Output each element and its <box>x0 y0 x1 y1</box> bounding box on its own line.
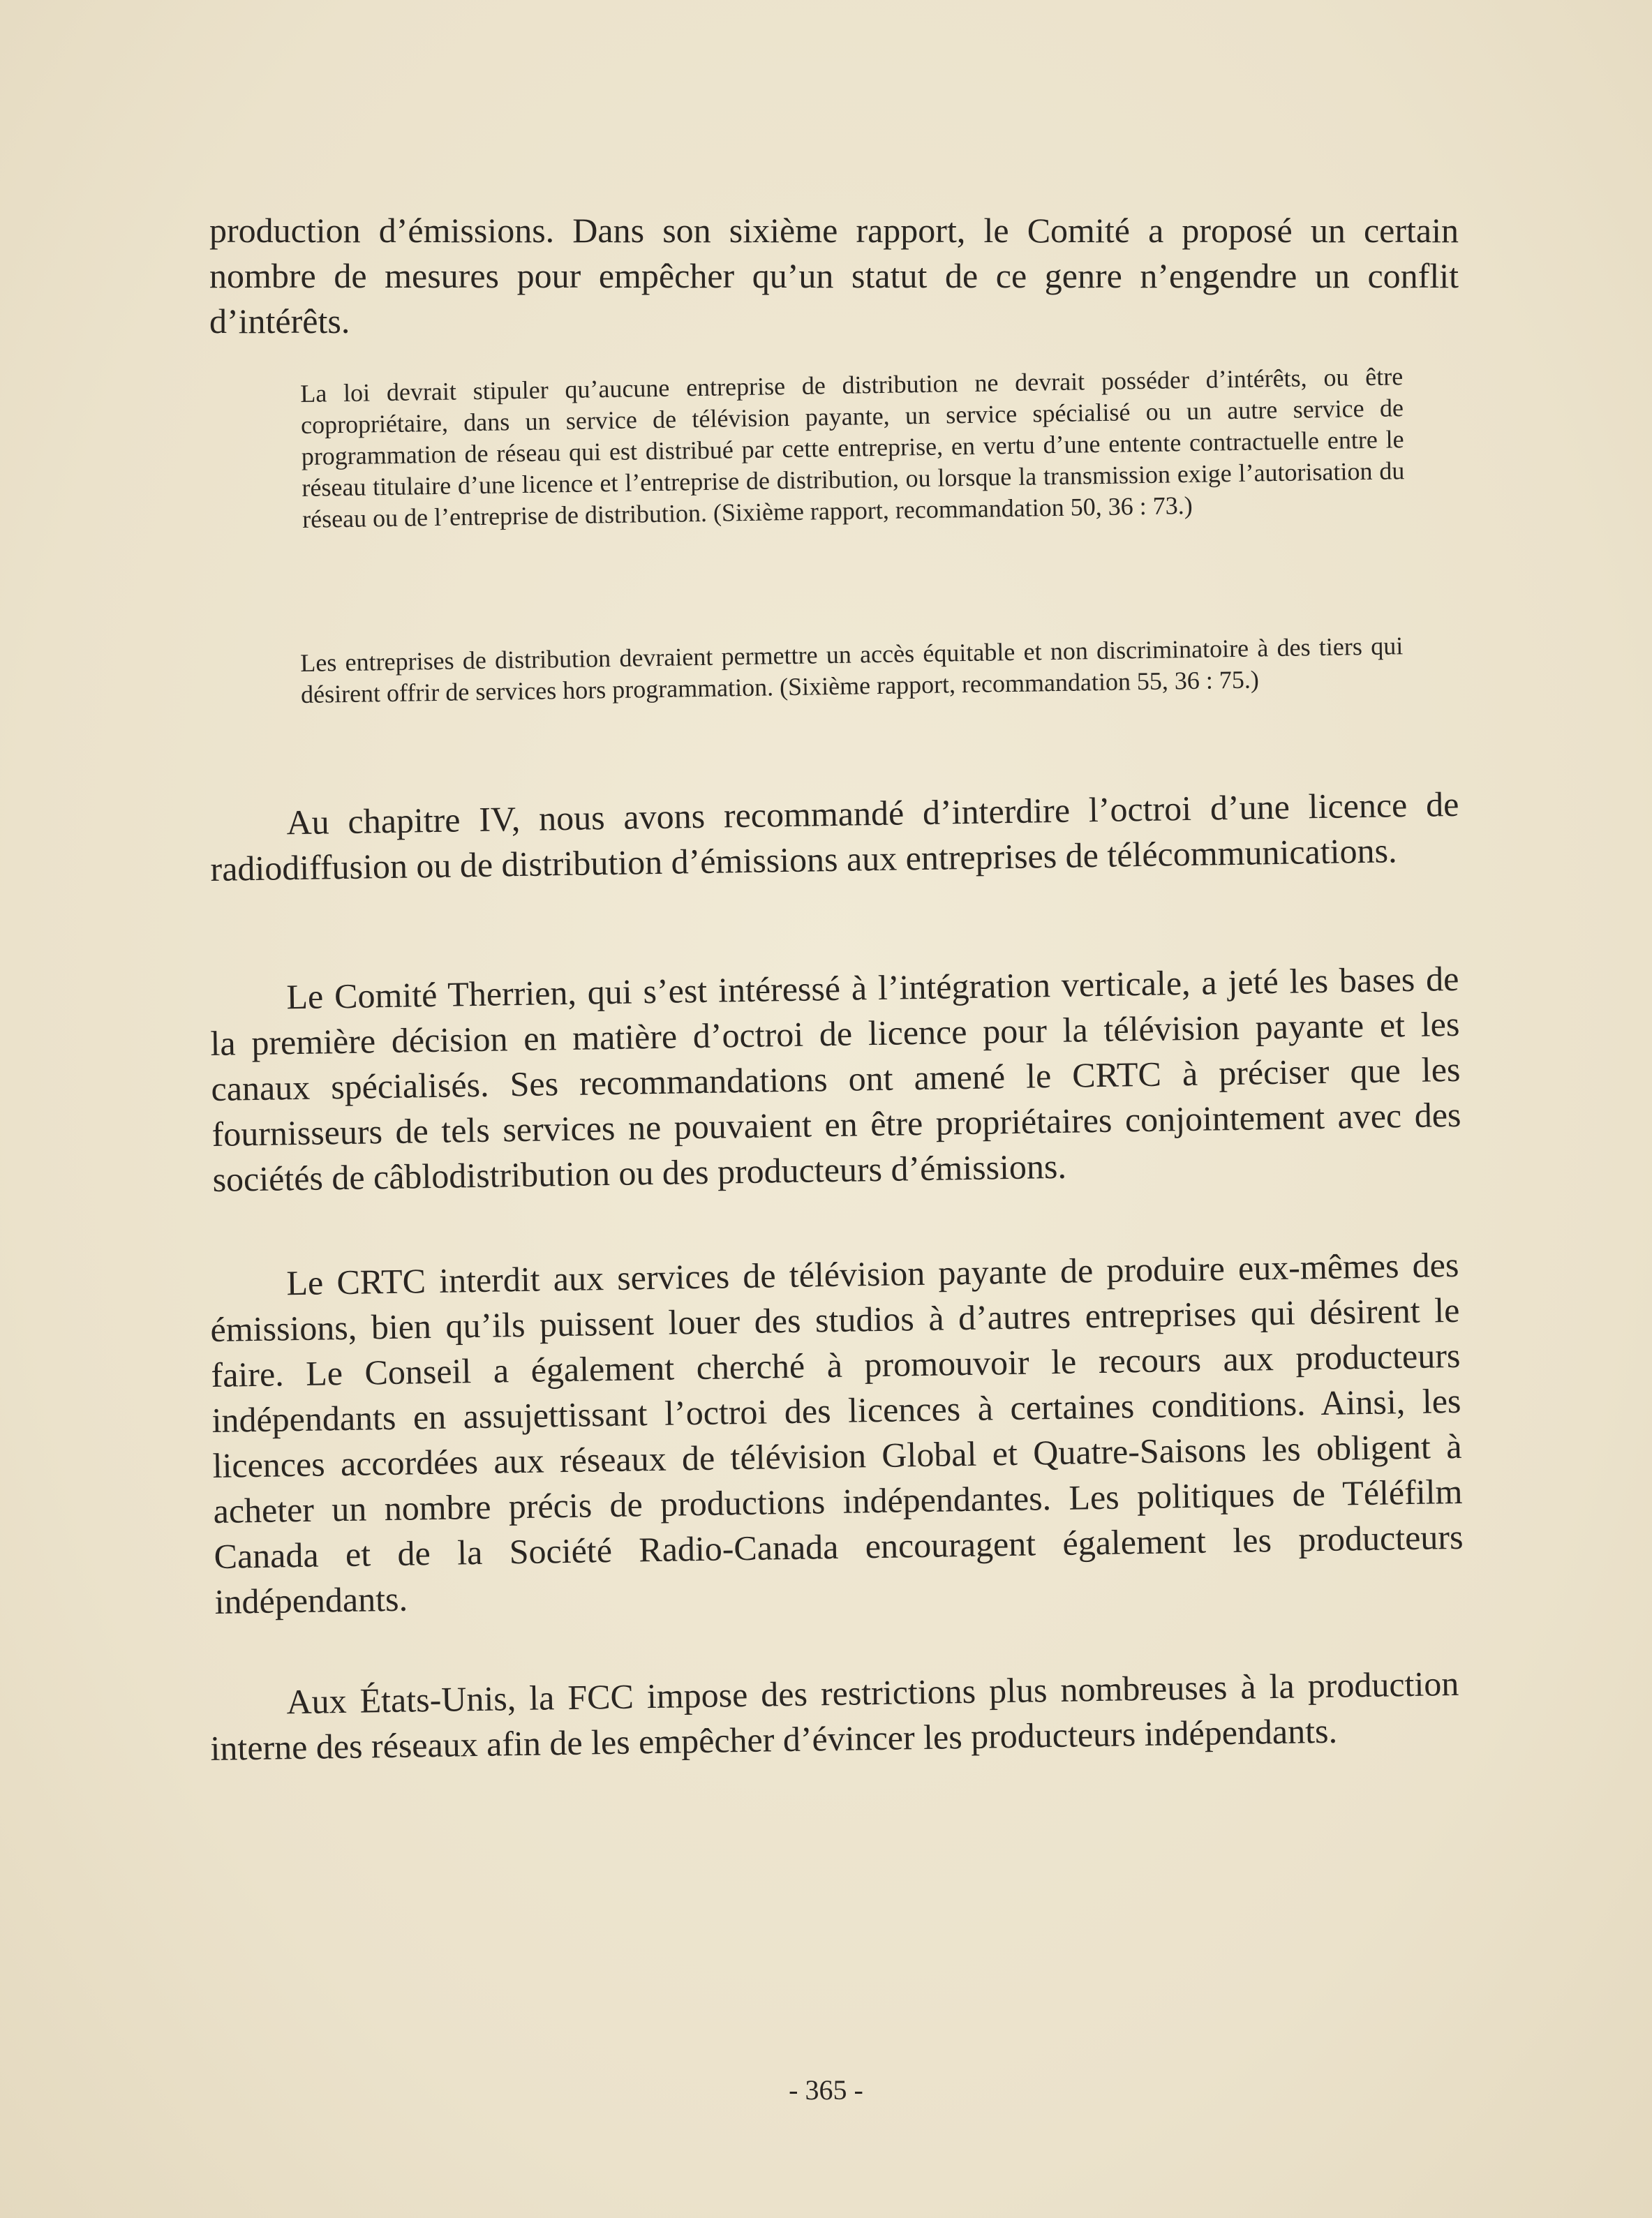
quote-recommendation-50: La loi devrait stipuler qu’aucune entreprise de distribution ne devrait posséder d’intérêts, ou être copropriétaire, dans un service de télévision payante, un service spécialisé ou un autre service de programmation de réseau qui est distribué par cette entreprise, en vertu d’une entente contractuelle entre le réseau titulaire d’une licence et l’entreprise de distribution, ou lorsque la transmission exige l’autorisation du réseau ou de l’entreprise de distribution. (Sixième rapport, recommandation 50, 36 : 73.) <box>300 362 1405 533</box>
page-number: - 365 - <box>789 2074 863 2106</box>
opening-paragraph: production d’émissions. Dans son sixième rapport, le Comité a proposé un certain nombre de mesures pour empêcher qu’un statut de ce genre n’engendre un conflit d’intérêts. <box>209 211 1459 341</box>
paragraph-united-states: Aux États-Unis, la FCC impose des restrictions plus nombreuses à la production interne des réseaux afin de les empêcher d’évincer les producteurs indépendants. <box>210 1663 1459 1768</box>
paragraph-therrien-committee: Le Comité Therrien, qui s’est intéressé à l’intégration verticale, a jeté les bases de la première décision en matière d’octroi de licence pour la télévision payante et les canaux spécialisés. Ses recommandations ont amené le CRTC à préciser que les fournisseurs de tels services ne pouvaient en être propriétaires conjointement avec des sociétés de câblodistribution ou des producteurs d’émissions. <box>210 958 1461 1199</box>
paragraph-crtc-policy: Le CRTC interdit aux services de télévision payante de produire eux-mêmes des émissions, bien qu’ils puissent louer des studios à d’autres entreprises qui désirent le faire. Le Conseil a également cherché à promouvoir le recours aux producteurs indépendants en assujettissant l’octroi des licences à certaines conditions. Ainsi, les licences accordées aux réseaux de télévision Global et Quatre-Saisons les obligent à acheter un nombre précis de productions indépendantes. Les politiques de Téléfilm Canada et de la Société Radio-Canada encouragent également les producteurs indépendants. <box>210 1244 1464 1621</box>
paragraph-chapter-iv: Au chapitre IV, nous avons recommandé d’interdire l’octroi d’une licence de radiodiffusion ou de distribution d’émissions aux entreprises de télécommunications. <box>210 784 1459 888</box>
quote-recommendation-55: Les entreprises de distribution devraient permettre un accès équitable et non discriminatoire à des tiers qui désirent offrir de services hors programmation. (Sixième rapport, recommandation 55, 36 : 75.) <box>300 632 1404 708</box>
